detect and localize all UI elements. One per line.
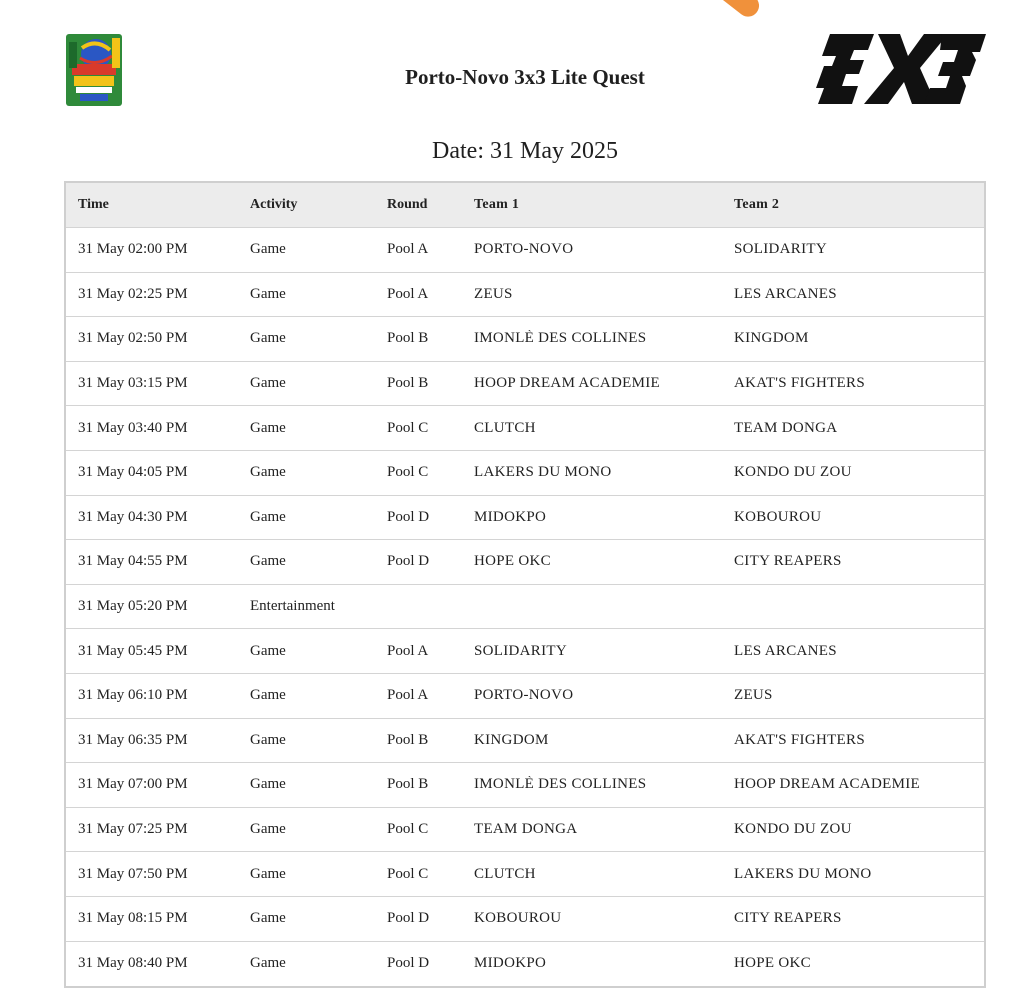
cell-time: 31 May 07:50 PM xyxy=(78,865,188,882)
cell-team-1: KOBOUROU xyxy=(474,910,562,927)
table-row xyxy=(66,585,984,630)
cell-activity: Game xyxy=(250,464,286,481)
cell-activity: Game xyxy=(250,821,286,838)
date-line: Date: 31 May 2025 xyxy=(432,138,618,164)
cell-round: Pool A xyxy=(387,687,429,704)
cell-team-2: CITY REAPERS xyxy=(734,910,842,927)
cell-round: Pool B xyxy=(387,330,429,347)
cell-team-1: MIDOKPO xyxy=(474,508,547,525)
cell-round: Pool D xyxy=(387,910,430,927)
table-row xyxy=(66,228,984,273)
page-title: Porto-Novo 3x3 Lite Quest xyxy=(405,65,645,89)
cell-time: 31 May 02:25 PM xyxy=(78,285,188,302)
cell-round: Pool C xyxy=(387,821,429,838)
cell-team-1: HOOP DREAM ACADEMIE xyxy=(474,375,660,392)
table-row xyxy=(66,540,984,585)
table-row xyxy=(66,719,984,764)
cell-round: Pool B xyxy=(387,375,429,392)
table-row xyxy=(66,808,984,853)
column-header-round: Round xyxy=(387,197,428,212)
cell-round: Pool A xyxy=(387,285,429,302)
table-row xyxy=(66,362,984,407)
cell-team-1: KINGDOM xyxy=(474,731,549,748)
cell-time: 31 May 03:40 PM xyxy=(78,419,188,436)
cell-team-2: LES ARCANES xyxy=(734,285,837,302)
cell-activity: Game xyxy=(250,776,286,793)
cell-team-2: KONDO DU ZOU xyxy=(734,464,852,481)
cell-time: 31 May 06:10 PM xyxy=(78,687,188,704)
column-header-time: Time xyxy=(78,197,109,212)
orange-decoration xyxy=(711,0,764,21)
cell-activity: Game xyxy=(250,910,286,927)
cell-time: 31 May 05:20 PM xyxy=(78,598,188,615)
cell-team-1: IMONLÈ DES COLLINES xyxy=(474,776,647,793)
cell-activity: Game xyxy=(250,865,286,882)
cell-round: Pool D xyxy=(387,508,430,525)
cell-time: 31 May 07:00 PM xyxy=(78,776,188,793)
lite-quest-logo-icon xyxy=(66,34,122,106)
cell-team-1: MIDOKPO xyxy=(474,955,547,972)
cell-team-1: PORTO-NOVO xyxy=(474,241,574,258)
cell-round: Pool C xyxy=(387,419,429,436)
cell-team-1: HOPE OKC xyxy=(474,553,551,570)
cell-activity: Game xyxy=(250,285,286,302)
cell-activity: Game xyxy=(250,375,286,392)
cell-activity: Game xyxy=(250,241,286,258)
cell-round: Pool D xyxy=(387,955,430,972)
cell-time: 31 May 04:30 PM xyxy=(78,508,188,525)
cell-time: 31 May 04:05 PM xyxy=(78,464,188,481)
column-header-team-1: Team 1 xyxy=(474,197,520,212)
cell-time: 31 May 02:00 PM xyxy=(78,241,188,258)
cell-round: Pool C xyxy=(387,464,429,481)
cell-time: 31 May 03:15 PM xyxy=(78,375,188,392)
cell-round: Pool A xyxy=(387,642,429,659)
table-row xyxy=(66,406,984,451)
table-row xyxy=(66,273,984,318)
cell-activity: Game xyxy=(250,508,286,525)
cell-activity: Game xyxy=(250,330,286,347)
cell-activity: Game xyxy=(250,687,286,704)
cell-team-1: SOLIDARITY xyxy=(474,642,567,659)
cell-team-2: ZEUS xyxy=(734,687,773,704)
cell-team-2: LAKERS DU MONO xyxy=(734,865,872,882)
table-row xyxy=(66,763,984,808)
table-row xyxy=(66,629,984,674)
cell-team-2: AKAT'S FIGHTERS xyxy=(734,731,865,748)
cell-team-1: ZEUS xyxy=(474,285,513,302)
cell-team-1: CLUTCH xyxy=(474,865,536,882)
cell-team-2: AKAT'S FIGHTERS xyxy=(734,375,865,392)
cell-time: 31 May 06:35 PM xyxy=(78,731,188,748)
cell-team-1: IMONLÈ DES COLLINES xyxy=(474,330,647,347)
cell-team-2: KOBOUROU xyxy=(734,508,822,525)
cell-activity: Game xyxy=(250,419,286,436)
cell-activity: Game xyxy=(250,553,286,570)
column-header-team-2: Team 2 xyxy=(734,197,780,212)
cell-activity: Game xyxy=(250,731,286,748)
cell-time: 31 May 05:45 PM xyxy=(78,642,188,659)
cell-team-2: HOOP DREAM ACADEMIE xyxy=(734,776,920,793)
column-header-activity: Activity xyxy=(250,197,298,212)
cell-team-1: TEAM DONGA xyxy=(474,821,578,838)
table-row xyxy=(66,674,984,719)
cell-round: Pool C xyxy=(387,865,429,882)
cell-team-2: SOLIDARITY xyxy=(734,241,827,258)
cell-team-1: PORTO-NOVO xyxy=(474,687,574,704)
cell-team-2: HOPE OKC xyxy=(734,955,811,972)
cell-activity: Entertainment xyxy=(250,598,335,615)
cell-team-2: CITY REAPERS xyxy=(734,553,842,570)
table-row xyxy=(66,897,984,942)
table-row xyxy=(66,451,984,496)
table-row xyxy=(66,317,984,362)
table-row xyxy=(66,852,984,897)
cell-time: 31 May 02:50 PM xyxy=(78,330,188,347)
cell-activity: Game xyxy=(250,642,286,659)
cell-team-2: KONDO DU ZOU xyxy=(734,821,852,838)
cell-round: Pool B xyxy=(387,776,429,793)
cell-activity: Game xyxy=(250,955,286,972)
cell-team-2: TEAM DONGA xyxy=(734,419,838,436)
fiba-3x3-logo-icon xyxy=(816,30,986,108)
cell-team-1: LAKERS DU MONO xyxy=(474,464,612,481)
table-header-row xyxy=(66,183,984,228)
cell-time: 31 May 07:25 PM xyxy=(78,821,188,838)
table-row xyxy=(66,942,984,987)
cell-time: 31 May 08:40 PM xyxy=(78,955,188,972)
table-row xyxy=(66,496,984,541)
cell-team-2: LES ARCANES xyxy=(734,642,837,659)
cell-round: Pool A xyxy=(387,241,429,258)
cell-round: Pool B xyxy=(387,731,429,748)
cell-round: Pool D xyxy=(387,553,430,570)
cell-time: 31 May 08:15 PM xyxy=(78,910,188,927)
cell-team-1: CLUTCH xyxy=(474,419,536,436)
schedule-table xyxy=(64,181,986,988)
cell-time: 31 May 04:55 PM xyxy=(78,553,188,570)
cell-team-2: KINGDOM xyxy=(734,330,809,347)
